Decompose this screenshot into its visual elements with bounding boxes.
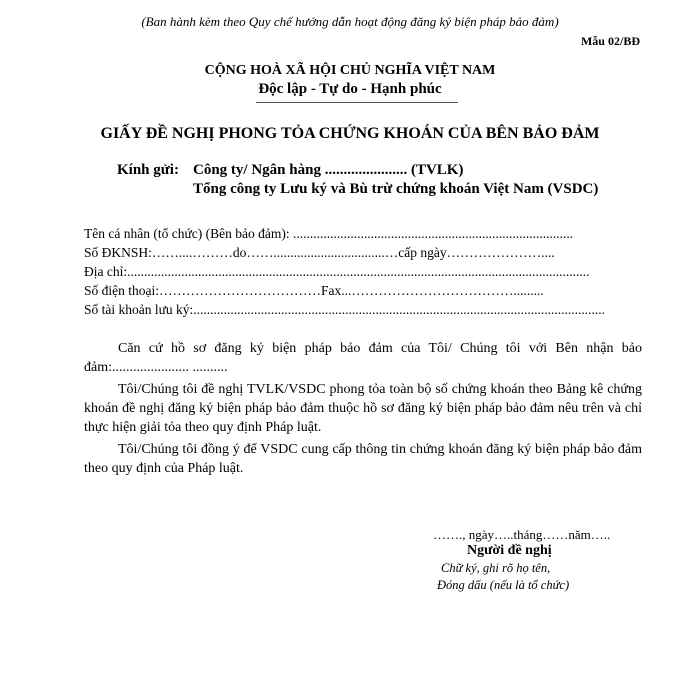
signer-title: Người đề nghị	[467, 543, 552, 558]
field-name: Tên cá nhân (tổ chức) (Bên bảo đảm): ...................................................................................	[84, 226, 574, 241]
paragraph-request: Tôi/Chúng tôi đề nghị TVLK/VSDC phong tỏa toàn bộ số chứng khoán theo Bảng kê chứng khoán đề nghị đăng ký biện pháp bảo đảm thuộc hồ sơ đăng ký biện pháp bảo đảm nêu trên và chỉ thực hiện giải tỏa theo quy định Pháp luật.	[84, 382, 642, 435]
national-motto: Độc lập - Tự do - Hạnh phúc	[258, 81, 442, 97]
field-registration-number: Số ĐKNSH:……....………do…….................................…cấp ngày…………………....	[84, 245, 555, 260]
form-code: Mẫu 02/BĐ	[580, 34, 640, 48]
paragraph-consent: Tôi/Chúng tôi đồng ý để VSDC cung cấp thông tin chứng khoán đăng ký biện pháp bảo đảm theo quy định của Pháp luật.	[84, 442, 642, 476]
field-phone-fax: Số điện thoại:………………………………Fax...……………………………….........	[84, 283, 544, 298]
document-title: GIẤY ĐỀ NGHỊ PHONG TỎA CHỨNG KHOÁN CỦA BÊN BẢO ĐẢM	[100, 125, 600, 142]
field-address: Địa chỉ:.........................................................................................................................................	[84, 264, 590, 279]
national-name: CỘNG HOÀ XÃ HỘI CHỦ NGHĨA VIỆT NAM	[204, 63, 496, 78]
decree-note: (Ban hành kèm theo Quy chế hướng dẫn hoạt động đăng ký biện pháp bảo đảm)	[141, 14, 559, 29]
field-custody-account: Số tài khoản lưu ký:..........................................................................................................................	[84, 302, 606, 317]
addressee-line-2: Tổng công ty Lưu ký và Bù trừ chứng khoán Việt Nam (VSDC)	[193, 181, 599, 197]
paragraph-basis: Căn cứ hồ sơ đăng ký biện pháp bảo đảm của Tôi/ Chúng tôi với Bên nhận bảo đảm:...................... ..........	[84, 341, 642, 375]
signature-note-2: Đóng dấu (nếu là tổ chức)	[437, 578, 570, 592]
motto-underline	[256, 102, 458, 103]
signature-note-1: Chữ ký, ghi rõ họ tên,	[441, 561, 551, 575]
addressee-line-1: Công ty/ Ngân hàng ...................... (TVLK)	[193, 162, 464, 178]
addressee-label: Kính gửi:	[117, 162, 179, 178]
date-line: ……., ngày…..tháng……năm…..	[433, 527, 611, 542]
